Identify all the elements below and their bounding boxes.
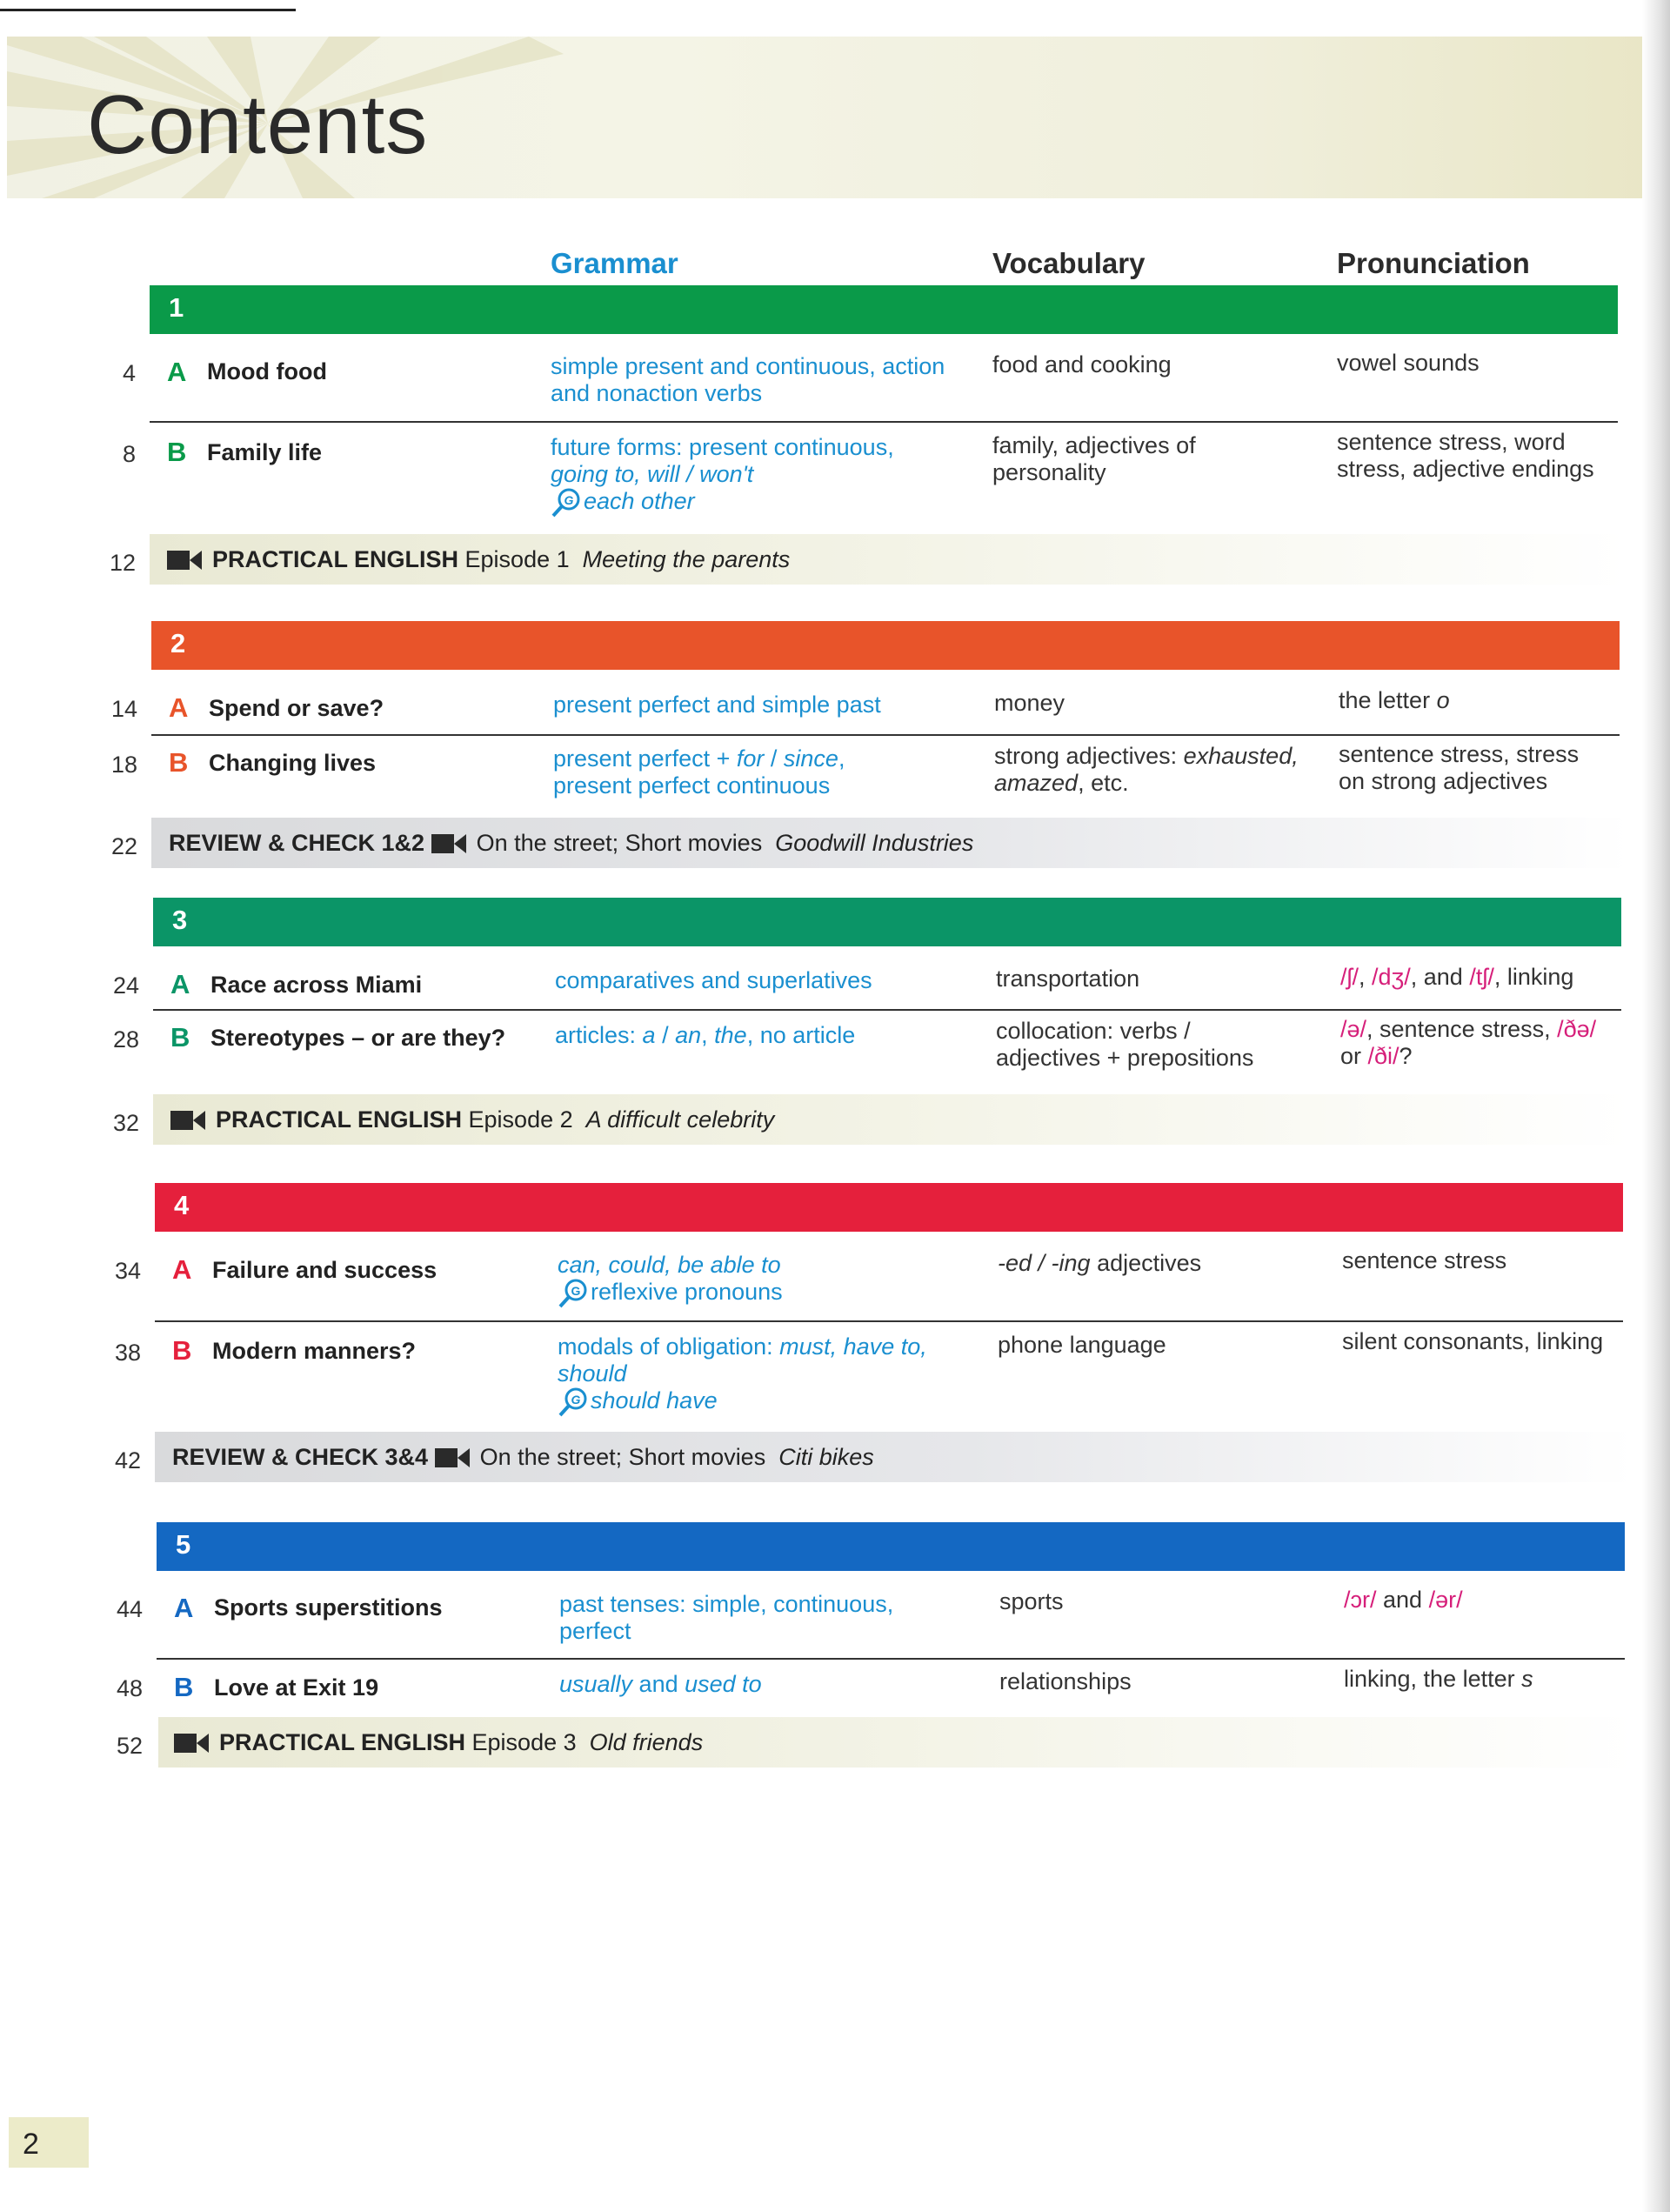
grammar-bank-icon [558, 1387, 587, 1417]
pronunciation-topic: sentence stress, stress on strong adjectives [1339, 741, 1580, 794]
page-ref: 12 [109, 550, 136, 576]
page-ref: 8 [122, 441, 136, 467]
unit-header [157, 1522, 1625, 1571]
grammar-topic: present perfect + for / since, present perfect continuous [553, 745, 845, 799]
pronunciation-topic: sentence stress, word stress, adjective endings [1337, 429, 1594, 482]
page-ref: 22 [110, 833, 137, 859]
vocabulary-topic: sports [999, 1588, 1064, 1614]
lesson-letter: B [167, 437, 187, 467]
lesson-title[interactable]: Failure and success [212, 1257, 438, 1283]
unit-number: 2 [170, 628, 186, 658]
grammar-topic: articles: a / an, the, no article [555, 1022, 856, 1048]
pronunciation-topic: /ə/, sentence stress, /ðə/ or /ði/? [1340, 1016, 1597, 1069]
divider [155, 1320, 1623, 1322]
vocabulary-topic: collocation: verbs / adjectives + prepositions [996, 1018, 1254, 1071]
divider [157, 1658, 1625, 1660]
lesson-letter: B [170, 1022, 190, 1053]
grammar-bank-icon [551, 488, 580, 518]
grammar-topic: past tenses: simple, continuous, perfect [559, 1591, 894, 1644]
lesson-letter: B [172, 1335, 192, 1366]
vocabulary-topic: family, adjectives of personality [992, 432, 1196, 485]
lesson-title[interactable]: Love at Exit 19 [214, 1674, 379, 1701]
review-check-entry[interactable]: REVIEW & CHECK 1&2 On the street; Short movies Goodwill Industries [169, 830, 974, 856]
vocabulary-topic: food and cooking [992, 351, 1172, 378]
column-header-grammar: Grammar [551, 247, 678, 279]
grammar-topic: comparatives and superlatives [555, 967, 872, 993]
unit-number: 5 [176, 1529, 191, 1560]
page-ref: 52 [116, 1733, 143, 1759]
lesson-letter: B [169, 747, 189, 778]
vocabulary-topic: phone language [998, 1332, 1166, 1358]
pronunciation-topic: vowel sounds [1337, 350, 1480, 376]
page-title: Contents [87, 78, 429, 171]
divider [153, 1009, 1621, 1011]
pronunciation-topic: the letter o [1339, 687, 1450, 713]
lesson-title[interactable]: Mood food [207, 358, 327, 384]
lesson-letter: A [169, 692, 189, 723]
video-camera-icon [431, 832, 466, 853]
page-number: 2 [23, 2128, 39, 2161]
grammar-topic: modals of obligation: must, have to, should G should have [558, 1333, 927, 1417]
page-ref: 38 [114, 1340, 141, 1366]
lesson-letter: B [174, 1672, 194, 1702]
practical-english-entry[interactable]: PRACTICAL ENGLISH Episode 3 Old friends [174, 1729, 703, 1756]
grammar-topic: present perfect and simple past [553, 692, 881, 718]
unit-header [150, 285, 1618, 334]
divider [150, 421, 1618, 423]
lesson-title[interactable]: Race across Miami [210, 972, 423, 998]
grammar-topic: future forms: present continuous, going to, will / won't G each other [551, 434, 894, 518]
unit-header [151, 621, 1620, 670]
video-camera-icon [170, 1109, 205, 1130]
video-camera-icon [167, 549, 202, 570]
column-header-pronunciation: Pronunciation [1337, 247, 1530, 279]
practical-english-entry[interactable]: PRACTICAL ENGLISH Episode 2 A difficult celebrity [170, 1106, 774, 1133]
top-rule [0, 9, 296, 11]
column-header-vocabulary: Vocabulary [992, 247, 1146, 279]
vocabulary-topic: -ed / -ing adjectives [998, 1250, 1202, 1276]
pronunciation-topic: silent consonants, linking [1342, 1328, 1604, 1354]
pronunciation-topic: /ɔr/ and /ər/ [1344, 1587, 1463, 1613]
pronunciation-topic: linking, the letter s [1344, 1666, 1533, 1692]
lesson-title[interactable]: Sports superstitions [214, 1594, 443, 1621]
pronunciation-topic: /ʃ/, /dʒ/, and /tʃ/, linking [1340, 964, 1574, 990]
page-ref: 48 [116, 1675, 143, 1701]
review-check-entry[interactable]: REVIEW & CHECK 3&4 On the street; Short movies Citi bikes [172, 1444, 874, 1470]
page-ref: 18 [110, 752, 137, 778]
lesson-title[interactable]: Changing lives [209, 750, 377, 776]
vocabulary-topic: relationships [999, 1668, 1132, 1694]
page-ref: 44 [116, 1596, 143, 1622]
grammar-topic: usually and used to [559, 1671, 762, 1697]
page-ref: 42 [114, 1447, 141, 1474]
page-number-box [9, 2117, 89, 2168]
page-edge-shadow [1642, 0, 1670, 2212]
vocabulary-topic: transportation [996, 966, 1140, 992]
page-ref: 4 [122, 360, 136, 386]
lesson-letter: A [174, 1593, 194, 1623]
practical-english-entry[interactable]: PRACTICAL ENGLISH Episode 1 Meeting the parents [167, 546, 790, 573]
divider [151, 734, 1620, 736]
unit-number: 4 [174, 1190, 190, 1220]
page-ref: 14 [110, 696, 137, 722]
grammar-bank-icon [558, 1279, 587, 1308]
lesson-title[interactable]: Modern manners? [212, 1338, 417, 1364]
unit-number: 1 [169, 292, 184, 323]
grammar-topic: can, could, be able to G reflexive pronouns [558, 1252, 783, 1308]
lesson-title[interactable]: Family life [207, 439, 323, 465]
page-ref: 34 [114, 1258, 141, 1284]
svg-text:G: G [571, 1284, 581, 1298]
vocabulary-topic: strong adjectives: exhausted, amazed, etc. [994, 743, 1299, 796]
unit-header [155, 1183, 1623, 1232]
lesson-title[interactable]: Spend or save? [209, 695, 384, 721]
page-ref: 28 [112, 1026, 139, 1053]
page-ref: 32 [112, 1110, 139, 1136]
svg-text:G: G [571, 1393, 581, 1407]
video-camera-icon [174, 1732, 209, 1753]
unit-header [153, 898, 1621, 946]
lesson-letter: A [172, 1254, 192, 1285]
lesson-title[interactable]: Stereotypes – or are they? [210, 1025, 506, 1051]
page-ref: 24 [112, 972, 139, 999]
vocabulary-topic: money [994, 690, 1065, 716]
video-camera-icon [435, 1447, 470, 1467]
unit-number: 3 [172, 905, 188, 935]
pronunciation-topic: sentence stress [1342, 1247, 1507, 1273]
grammar-topic: simple present and continuous, action and nonaction verbs [551, 353, 945, 406]
lesson-letter: A [167, 357, 187, 387]
lesson-letter: A [170, 969, 190, 999]
svg-text:G: G [564, 493, 574, 507]
